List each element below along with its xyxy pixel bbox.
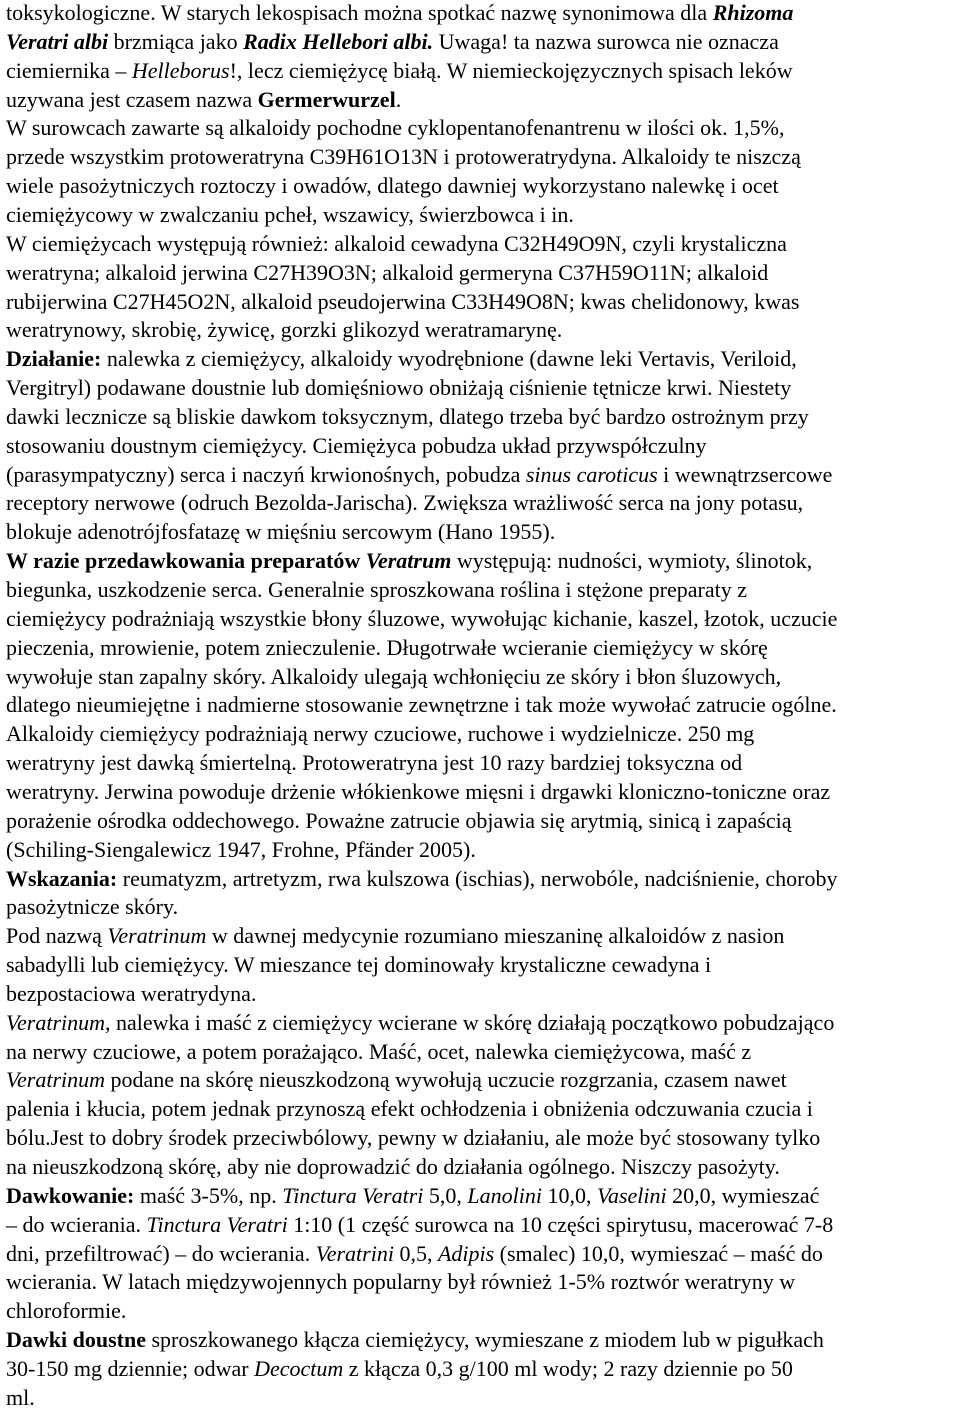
text-run: biegunka, uszkodzenie serca. Generalnie sproszkowana roślina i stężone preparaty z: [6, 577, 747, 602]
text-run: Działanie:: [6, 346, 102, 372]
text-run: Tinctura Veratri: [282, 1182, 424, 1208]
text-line: [6, 575, 747, 604]
text-line: [6, 27, 779, 56]
text-run: (Schiling-Siengalewicz 1947, Frohne, Pfänder 2005).: [6, 836, 476, 862]
text-run: Rhizoma: [712, 0, 794, 25]
text-line: [6, 604, 837, 633]
text-run: dni, przefiltrować) – do wcierania.: [6, 1240, 316, 1266]
text-run: Veratrum: [365, 548, 452, 574]
text-run: Dawki doustne: [6, 1327, 146, 1353]
text-run: weratryny. Jerwina powoduje drżenie włókienkowe mięsni i drgawki kloniczno-toniczne oraz: [6, 778, 831, 804]
text-run: ciemiężycowy w zwalczaniu pcheł, wszawicy, świerzbowca i in.: [6, 201, 574, 227]
text-run: w dawnej medycynie rozumiano mieszaninę alkaloidów z nasion: [206, 923, 785, 949]
text-run: Uwaga! ta nazwa surowca nie oznacza: [433, 28, 779, 54]
text-run: dlatego nieumiejętne i nadmierne stosowanie zewnętrzne i tak może wywołać zatrucie ogólne.: [6, 692, 837, 718]
text-line: [6, 864, 838, 893]
text-run: pieczenia, mrowienie, potem znieczulenie. Długotrwałe wcieranie ciemiężycy w skórę: [6, 634, 768, 660]
text-line: [6, 806, 792, 835]
text-run: 30-150 mg dziennie; odwar: [6, 1355, 255, 1381]
text-line: [6, 1296, 126, 1325]
text-line: [6, 1008, 834, 1037]
text-run: występują: nudności, wymioty, ślinotok,: [451, 548, 813, 574]
text-run: wiele pasożytniczych roztoczy i owadów, dlatego dawniej wykorzystano nalewkę i ocet: [6, 173, 779, 199]
text-run: sproszkowanego kłącza ciemiężycy, wymieszane z miodem lub w pigułkach: [145, 1327, 824, 1353]
text-run: weratrynowy, skrobię, żywicę, gorzki glikozyd weratramarynę.: [6, 317, 563, 343]
text-run: wcierania. W latach międzywojennych popularny był również 1-5% roztwór weratryny w: [6, 1269, 796, 1295]
text-line: [6, 1210, 833, 1239]
text-run: chloroformie.: [6, 1298, 127, 1324]
text-run: sabadylli lub ciemiężycy. W mieszance tej dominowały krystaliczne cewadyna i: [6, 952, 712, 978]
text-run: ml.: [6, 1384, 35, 1410]
text-run: Veratrini: [315, 1240, 394, 1266]
text-run: – do wcierania.: [6, 1211, 147, 1237]
text-line: [6, 517, 555, 546]
text-run: i wewnątrzsercowe: [657, 461, 833, 487]
text-line: [6, 200, 574, 229]
text-line: [6, 950, 711, 979]
text-run: 1:10 (1 część surowca na 10 części spirytusu, macerować 7-8: [287, 1211, 834, 1237]
text-run: weratryna; alkaloid jerwina C27H39O3N; alkaloid germeryna C37H59O11N; alkaloid: [6, 259, 769, 285]
text-run: 10,0,: [541, 1182, 597, 1208]
text-line: [6, 921, 784, 950]
text-run: podane na skórę nieuszkodzoną wywołują uczucie rozgrzania, czasem nawet: [105, 1067, 787, 1093]
text-line: [6, 315, 562, 344]
text-run: Vergitryl) podawane doustnie lub domięśniowo obniżają ciśnienie tętnicze krwi. Niestety: [6, 375, 792, 401]
text-run: blokuje adenotrójfosfatazę w mięśniu sercowym (Hano 1955).: [6, 519, 556, 545]
text-line: [6, 546, 812, 575]
text-run: na nerwy czuciowe, a potem porażająco. Maść, ocet, nalewka ciemiężycowa, maść z: [6, 1038, 752, 1064]
text-run: reumatyzm, artretyzm, rwa kulszowa (ischias), nerwobóle, nadciśnienie, choroby: [117, 865, 838, 891]
text-line: [6, 113, 785, 142]
text-line: [6, 344, 797, 373]
text-line: [6, 690, 837, 719]
text-run: dawki lecznicze są bliskie dawkom toksycznym, dlatego trzeba być bardzo ostrożnym przy: [6, 403, 809, 429]
text-line: [6, 835, 476, 864]
text-run: Dawkowanie:: [6, 1182, 135, 1208]
text-run: Adipis: [437, 1240, 495, 1266]
text-line: [6, 1181, 819, 1210]
text-line: [6, 85, 401, 114]
text-run: , nalewka i maść z ciemiężycy wcierane w skórę działają początkowo pobudzająco: [105, 1009, 835, 1035]
text-run: stosowaniu doustnym ciemiężycy. Ciemiężyca pobudza układ przywspółczulny: [6, 432, 707, 458]
text-line: [6, 171, 779, 200]
text-line: [6, 777, 830, 806]
text-run: rubijerwina C27H45O2N, alkaloid pseudojerwina C33H49O8N; kwas chelidonowy, kwas: [6, 288, 800, 314]
text-line: [6, 431, 707, 460]
text-run: Veratri albi: [6, 28, 109, 54]
text-run: nalewka z ciemiężycy, alkaloidy wyodrębnione (dawne leki Vertavis, Veriloid,: [101, 346, 797, 372]
text-run: Wskazania:: [6, 865, 118, 891]
text-run: uzywana jest czasem nazwa: [6, 86, 258, 112]
text-line: [6, 1325, 824, 1354]
text-run: Pod nazwą: [6, 923, 108, 949]
text-line: [6, 1037, 751, 1066]
text-line: [6, 892, 178, 921]
text-run: maść 3-5%, np.: [134, 1182, 283, 1208]
text-run: Veratrinum: [6, 1009, 105, 1035]
text-run: Lanolini: [467, 1182, 542, 1208]
text-run: ciemiężycy podrażniają wszystkie błony śluzowe, wywołując kichanie, kaszel, łzotok, uczucie: [6, 605, 838, 631]
text-run: Decoctum: [254, 1355, 344, 1381]
text-run: Vaselini: [596, 1182, 667, 1208]
text-run: brzmiąca jako: [108, 28, 244, 54]
text-run: toksykologiczne. W starych lekospisach można spotkać nazwę synonimowa dla: [6, 0, 713, 25]
text-line: [6, 460, 832, 489]
text-run: W surowcach zawarte są alkaloidy pochodne cyklopentanofenantrenu w ilości ok. 1,5%,: [6, 115, 785, 141]
text-line: [6, 1152, 780, 1181]
text-line: [6, 1383, 35, 1412]
text-run: bólu.Jest to dobry środek przeciwbólowy, pewny w działaniu, ale może być stosowany tylko: [6, 1125, 821, 1151]
text-run: Germerwurzel: [257, 86, 396, 112]
text-line: [6, 1094, 813, 1123]
text-line: [6, 1239, 823, 1268]
text-line: [6, 287, 800, 316]
text-line: [6, 979, 256, 1008]
text-line: [6, 488, 803, 517]
text-line: [6, 1065, 787, 1094]
text-run: przede wszystkim protoweratryna C39H61O13N i protoweratrydyna. Alkaloidy te niszczą: [6, 144, 801, 170]
text-line: [6, 748, 742, 777]
text-line: [6, 1354, 793, 1383]
text-run: Veratrinum: [6, 1067, 105, 1093]
text-run: ciemiernika –: [6, 57, 132, 83]
text-run: porażenie ośrodka oddechowego. Poważne zatrucie objawia się arytmią, sinicą i zapaścią: [6, 807, 792, 833]
text-run: Helleborus: [131, 57, 230, 83]
text-run: (parasympatyczny) serca i naczyń krwionośnych, pobudza: [6, 461, 526, 487]
text-line: [6, 662, 781, 691]
text-run: 5,0,: [423, 1182, 468, 1208]
text-line: [6, 373, 791, 402]
text-run: (smalec) 10,0, wymieszać – maść do: [494, 1240, 823, 1266]
text-run: receptory nerwowe (odruch Bezolda-Jarischa). Zwiększa wrażliwość serca na jony potasu,: [6, 490, 804, 516]
text-line: [6, 258, 768, 287]
text-line: [6, 633, 768, 662]
text-run: weratryny jest dawką śmiertelną. Protoweratryna jest 10 razy bardziej toksyczna od: [6, 750, 743, 776]
text-run: Radix Hellebori albi.: [243, 28, 434, 54]
text-run: 0,5,: [393, 1240, 438, 1266]
text-line: [6, 0, 793, 27]
text-run: Alkaloidy ciemiężycy podrażniają nerwy czuciowe, ruchowe i wydzielnicze. 250 mg: [6, 721, 755, 747]
text-line: [6, 229, 787, 258]
text-run: na nieuszkodzoną skórę, aby nie doprowadzić do działania ogólnego. Niszczy pasożyty.: [6, 1154, 780, 1179]
text-line: [6, 402, 809, 431]
text-line: [6, 56, 793, 85]
text-run: Tinctura Veratri: [146, 1211, 288, 1237]
text-run: pasożytnicze skóry.: [6, 894, 179, 920]
text-run: Veratrinum: [107, 923, 207, 949]
text-run: wywołuje stan zapalny skóry. Alkaloidy ulegają wchłonięciu ze skóry i błon śluzowych,: [6, 663, 782, 689]
text-run: sinus caroticus: [525, 461, 658, 487]
text-run: .: [395, 86, 402, 112]
text-line: [6, 142, 801, 171]
text-run: W ciemiężycach występują również: alkaloid cewadyna C32H49O9N, czyli krystaliczna: [6, 230, 787, 256]
text-line: [6, 1123, 820, 1152]
text-run: bezpostaciowa weratrydyna.: [6, 980, 257, 1006]
text-run: !, lecz ciemiężycę białą. W niemieckojęzycznych spisach leków: [229, 57, 793, 83]
text-run: palenia i kłucia, potem jednak przynoszą efekt ochłodzenia i obniżenia odczuwania czucia i: [6, 1096, 813, 1122]
text-run: W razie przedawkowania preparatów: [6, 548, 366, 574]
text-run: z kłącza 0,3 g/100 ml wody; 2 razy dziennie po 50: [343, 1355, 793, 1381]
text-line: [6, 1267, 795, 1296]
text-line: [6, 719, 754, 748]
text-run: 20,0, wymieszać: [666, 1182, 820, 1208]
